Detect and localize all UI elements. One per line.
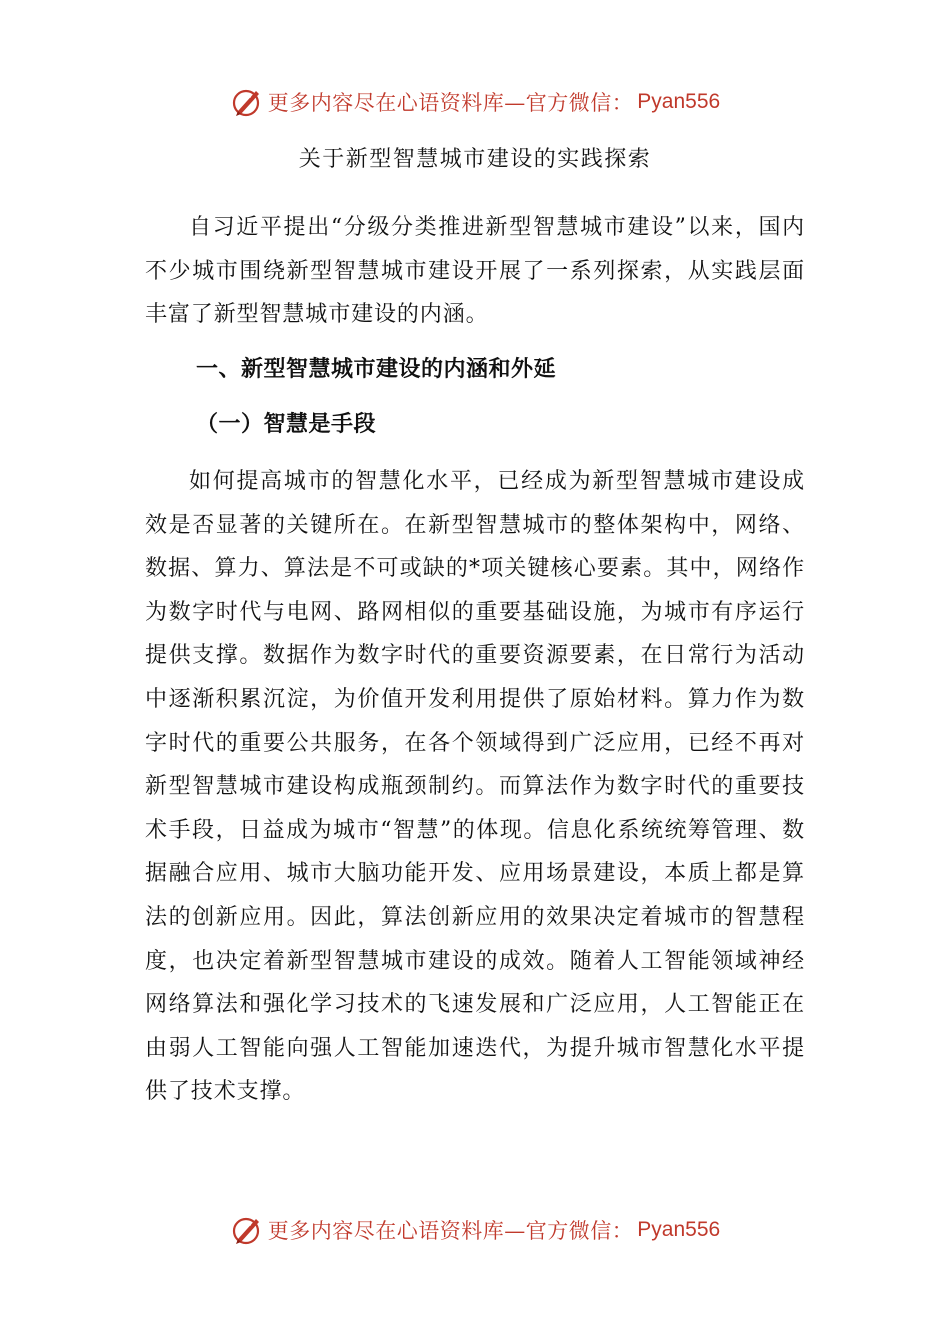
watermark-banner-top — [0, 82, 950, 122]
watermark-wechat-id: Pyan556 — [637, 1218, 721, 1241]
watermark-wechat-id: Pyan556 — [637, 90, 721, 113]
watermark-text: 更多内容尽在心语资料库—官方微信： — [267, 91, 634, 115]
body-paragraph: 如何提高城市的智慧化水平，已经成为新型智慧城市建设成效是否显著的关键所在。在新型智慧城市的整体架构中，网络、数据、算力、算法是不可或缺的*项关键核心要素。其中，网络作为数字时代与电网、路网相似的重要基础设施，为城市有序运行提供支撑。数据作为数字时代的重要资源要素，在日常行为活动中逐渐积累沉淀，为价值开发利用提供了原始材料。算力作为数字时代的重要公共服务，在各个领域得到广泛应用，已经不再对新型智慧城市建设构成瓶颈制约。而算法作为数字时代的重要技术手段，日益成为城市“智慧”的体现。信息化系统统筹管理、数据融合应用、城市大脑功能开发、应用场景建设，本质上都是算法的创新应用。因此，算法创新应用的效果决定着城市的智慧程度，也决定着新型智慧城市建设的成效。随着人工智能领域神经网络算法和强化学习技术的飞速发展和广泛应用，人工智能正在由弱人工智能向强人工智能加速迭代，为提升城市智慧化水平提供了技术支撑。 — [145, 469, 805, 1105]
watermark-banner-bottom — [0, 1210, 950, 1250]
intro-paragraph: 自习近平提出“分级分类推进新型智慧城市建设”以来，国内不少城市围绕新型智慧城市建设开展了一系列探索，从实践层面丰富了新型智慧城市建设的内涵。 — [145, 215, 805, 328]
pen-logo-icon — [230, 85, 264, 119]
document-title: 关于新型智慧城市建设的实践探索 — [298, 147, 652, 172]
watermark-text: 更多内容尽在心语资料库—官方微信： — [267, 1219, 634, 1243]
subsection-heading: （一）智慧是手段 — [196, 412, 377, 437]
intro-block — [145, 206, 805, 337]
pen-logo-icon — [230, 1213, 264, 1247]
body-block — [145, 460, 805, 1114]
section-heading: 一、新型智慧城市建设的内涵和外延 — [196, 357, 557, 382]
